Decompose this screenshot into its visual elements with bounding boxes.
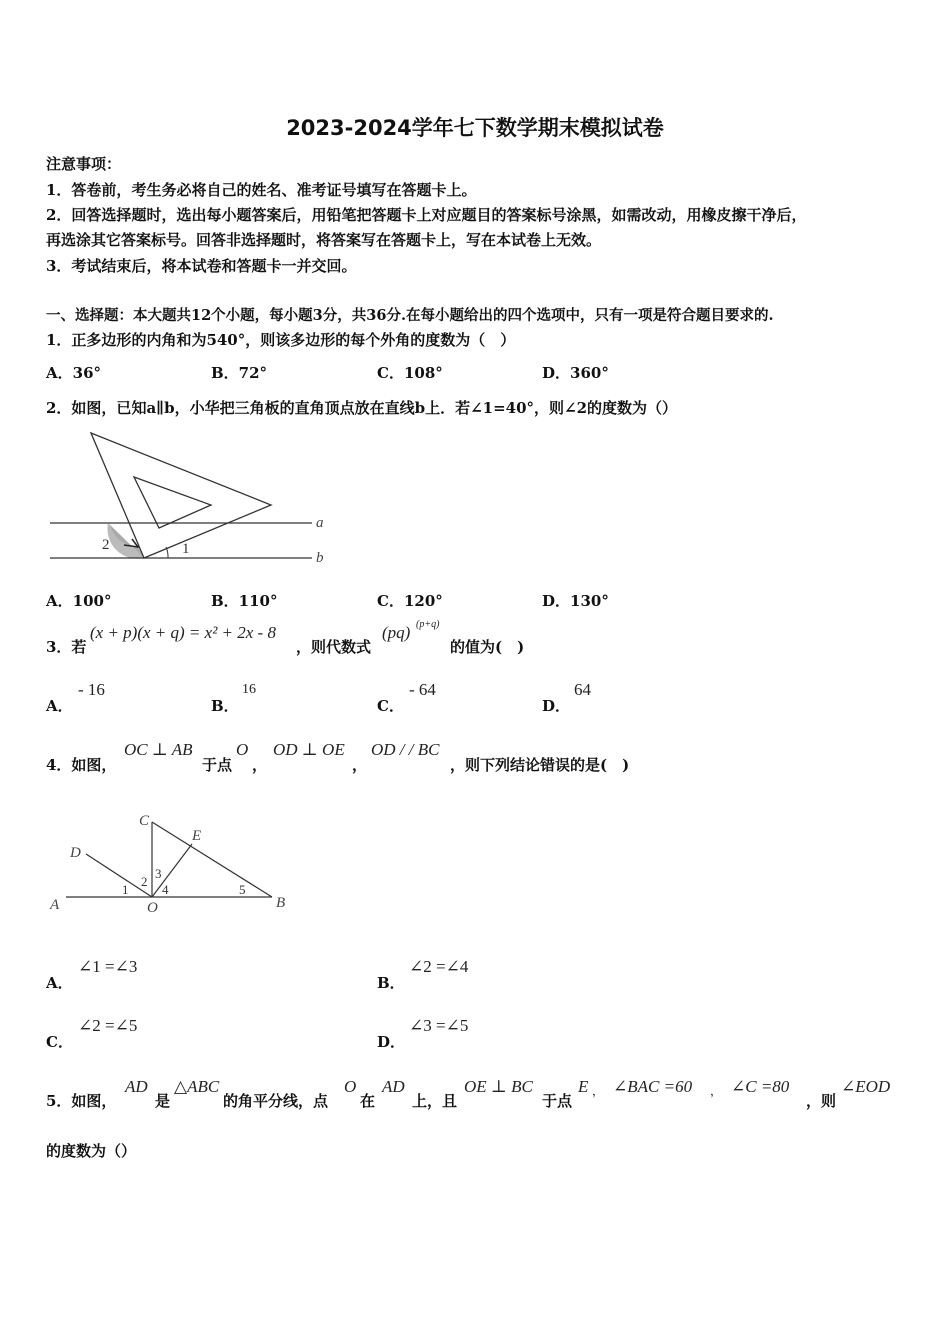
point-c-label: C xyxy=(139,813,150,829)
notes-item-2-cont: 再选涂其它答案标号。回答非选择题时，将答案写在答题卡上，写在本试卷上无效。 xyxy=(46,231,602,249)
question-3-option-a-label: A． xyxy=(46,697,73,715)
question-5-math-1: AD xyxy=(125,1077,148,1096)
point-e-label: E xyxy=(192,828,202,844)
question-2-option-c: C．120° xyxy=(377,592,443,610)
section-heading: 一、选择题：本大题共12个小题，每小题3分，共36分.在每小题给出的四个选项中，只有一项是符合题目要求的. xyxy=(46,307,774,324)
angle-1-label: 1 xyxy=(122,882,129,897)
question-3-prefix: 3．若 xyxy=(46,638,87,656)
angle2-label: 2 xyxy=(102,537,110,553)
question-3-exponent: (p+q) xyxy=(416,619,440,630)
question-3-option-a-value: - 16 xyxy=(78,680,105,699)
question-3-option-d-label: D． xyxy=(542,697,571,715)
question-4-option-d-label: D． xyxy=(377,1033,406,1051)
question-3-equation: (x + p)(x + q) = x² + 2x - 8 xyxy=(90,623,276,642)
question-1-stem: 1．正多边形的内角和为540°，则该多边形的每个外角的度数为（ ） xyxy=(46,331,516,349)
angle-4-label: 4 xyxy=(162,882,169,897)
angle-3-label: 3 xyxy=(155,866,162,881)
question-5-sep-2: ， xyxy=(710,1084,723,1098)
question-5-sep-1: ， xyxy=(592,1084,605,1098)
question-3-option-c-label: C． xyxy=(377,697,404,715)
question-5-math-9: ∠EOD xyxy=(841,1077,891,1096)
question-1-option-b: B．72° xyxy=(211,364,268,382)
question-3-option-b-label: B． xyxy=(211,697,239,715)
question-4-math-3: OD ⊥ OE xyxy=(273,740,345,759)
line-b-label: b xyxy=(316,550,324,566)
question-5-prefix: 5．如图， xyxy=(46,1092,117,1110)
question-3-middle: ，则代数式 xyxy=(296,638,372,656)
question-4-option-a-value: ∠1 =∠3 xyxy=(78,957,138,976)
question-5-math-7: ∠BAC =60 xyxy=(613,1077,693,1096)
question-3-suffix: 的值为( ) xyxy=(450,638,525,656)
question-4-option-a-label: A． xyxy=(46,974,73,992)
line-a-label: a xyxy=(316,515,324,531)
question-4-option-c-label: C． xyxy=(46,1033,73,1051)
question-5-math-4: AD xyxy=(382,1077,405,1096)
segment-cb xyxy=(152,822,272,897)
point-a-label: A xyxy=(50,897,60,913)
question-5-text-6: ，则 xyxy=(806,1092,837,1110)
question-1-option-a: A．36° xyxy=(46,364,102,382)
question-3-option-d-value: 64 xyxy=(574,680,591,699)
question-4-math-2: O xyxy=(236,740,249,759)
question-3-expression: (pq) xyxy=(382,623,411,642)
angle-2-label: 2 xyxy=(141,874,148,889)
question-4-sep-1: ， xyxy=(252,756,268,774)
inner-triangle xyxy=(134,477,211,528)
question-2-option-b: B．110° xyxy=(211,592,278,610)
question-2-figure xyxy=(46,425,346,570)
question-5-math-2: △ABC xyxy=(174,1077,220,1096)
point-b-label: B xyxy=(276,895,286,911)
question-2-option-a: A．100° xyxy=(46,592,112,610)
question-4-text-1: 于点 xyxy=(202,756,233,774)
question-4-math-1: OC ⊥ AB xyxy=(124,740,193,759)
angle-5-label: 5 xyxy=(239,882,246,897)
notes-item-1: 1．答卷前，考生务必将自己的姓名、准考证号填写在答题卡上。 xyxy=(46,181,477,199)
question-5-math-5: OE ⊥ BC xyxy=(464,1077,533,1096)
question-4-suffix: ，则下列结论错误的是( ) xyxy=(450,756,630,774)
question-3-option-c-value: - 64 xyxy=(409,680,436,699)
question-2-stem: 2．如图，已知a∥b，小华把三角板的直角顶点放在直线b上．若∠1=40°，则∠2的度数为（） xyxy=(46,399,678,417)
notes-item-2: 2．回答选择题时，选出每小题答案后，用铅笔把答题卡上对应题目的答案标号涂黑，如需改动，用橡皮擦干净后， xyxy=(46,206,807,224)
angle1-label: 1 xyxy=(182,541,190,557)
page-title: 2023-2024学年七下数学期末模拟试卷 xyxy=(286,116,664,140)
question-4-figure xyxy=(46,808,306,918)
question-5-text-5: 于点 xyxy=(542,1092,573,1110)
question-2-option-d: D．130° xyxy=(542,592,609,610)
question-5-text-1: 是 xyxy=(155,1092,171,1110)
question-5-text-3: 在 xyxy=(360,1092,376,1110)
notes-heading: 注意事项： xyxy=(46,155,122,173)
notes-item-3: 3．考试结束后，将本试卷和答题卡一并交回。 xyxy=(46,257,357,275)
question-5-text-2: 的角平分线，点 xyxy=(223,1092,329,1110)
question-1-option-d: D．360° xyxy=(542,364,609,382)
point-d-label: D xyxy=(70,845,81,861)
question-5-text-4: 上，且 xyxy=(412,1092,458,1110)
question-4-option-b-label: B． xyxy=(377,974,405,992)
question-5-line-2: 的度数为（） xyxy=(46,1142,137,1160)
question-1-option-c: C．108° xyxy=(377,364,443,382)
question-4-option-b-value: ∠2 =∠4 xyxy=(409,957,469,976)
question-4-option-c-value: ∠2 =∠5 xyxy=(78,1016,138,1035)
question-5-math-8: ∠C =80 xyxy=(731,1077,790,1096)
question-3-option-b-value: 16 xyxy=(242,682,256,697)
question-4-option-d-value: ∠3 =∠5 xyxy=(409,1016,469,1035)
point-o-label: O xyxy=(147,900,158,916)
question-4-math-4: OD / / BC xyxy=(371,740,440,759)
question-5-math-3: O xyxy=(344,1077,357,1096)
question-5-math-6: E xyxy=(578,1077,589,1096)
question-4-prefix: 4．如图， xyxy=(46,756,117,774)
question-4-sep-2: ， xyxy=(352,756,368,774)
